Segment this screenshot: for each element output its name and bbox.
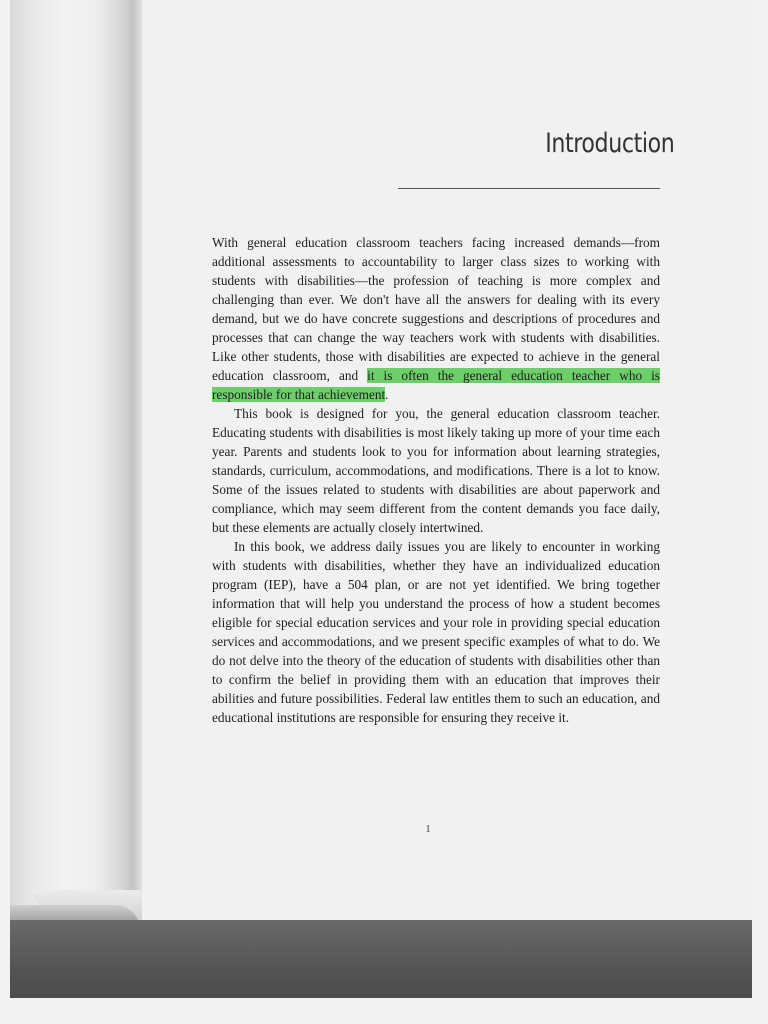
paragraph-3: In this book, we address daily issues you are likely to encounter in working with students with disabilities, whether they have an individualized education program (IEP), have a 504 plan, or are not yet identified. We bring together information that will help you understand the process of how a student becomes eligible for special education services and your role in providing special education services and accommodations, and we present specific examples of what to do. We do not delve into the theory of the education of students with disabilities other than to confirm the belief in providing them with an education that improves their abilities and future possibilities. Federal law entitles them to such an education, and educational institutions are responsible for ensuring they receive it. bbox=[212, 539, 660, 725]
paragraph-1-end: . bbox=[385, 387, 389, 402]
page-number: 1 bbox=[425, 824, 431, 835]
paragraph-2: This book is designed for you, the general education classroom teacher. Educating students with disabilities is most likely taking up more of your time each year. Parents and students look to you for information about learning strategies, standards, curriculum, accommodations, and modifications. There is a lot to know. Some of the issues related to students with disabilities are about paperwork and compliance, which may seem different from the content demands you face daily, but these elements are actually closely intertwined. bbox=[212, 406, 660, 535]
body-text bbox=[212, 233, 660, 727]
scanner-shadow bbox=[10, 920, 752, 998]
chapter-title: Introduction bbox=[545, 128, 675, 159]
paragraph-1-text: With general education classroom teachers facing increased demands—from additional assessments to accountability to larger class sizes to working with students with disabilities—the profession of teaching is more complex and challenging than ever. We don't have all the answers for dealing with its every demand, but we do have concrete suggestions and descriptions of procedures and processes that can change the way teachers work with students with disabilities. Like other students, those with disabilities are expected to achieve in the general education classroom, and bbox=[212, 235, 660, 383]
title-rule bbox=[398, 188, 660, 189]
book-gutter bbox=[32, 0, 142, 920]
paragraph-1 bbox=[212, 233, 660, 404]
highlighted-text: it is often the general education teacher who is responsible for that achievement bbox=[212, 368, 660, 402]
